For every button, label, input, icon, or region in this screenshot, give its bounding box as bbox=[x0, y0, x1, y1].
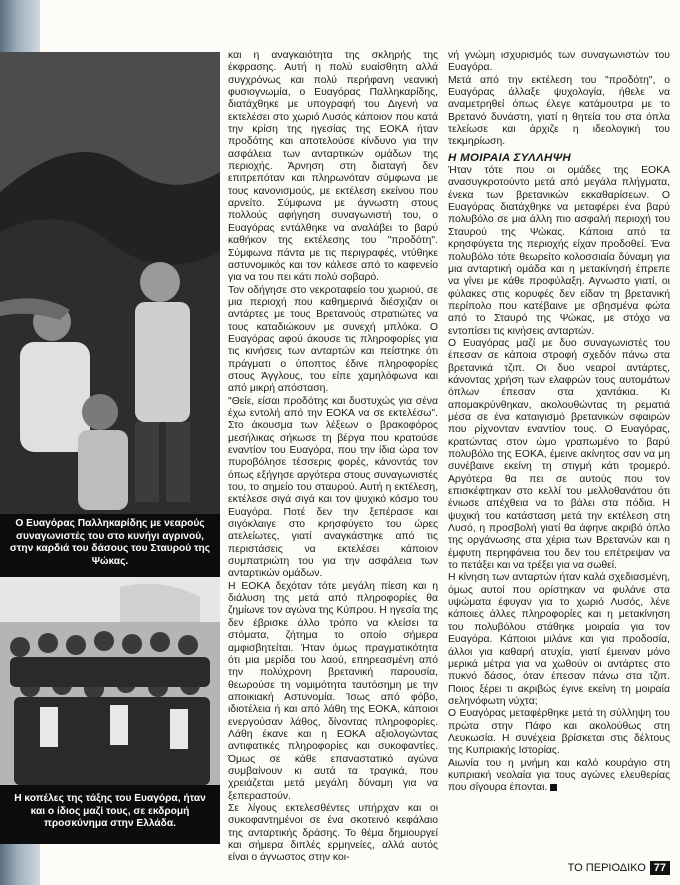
page-number: 77 bbox=[650, 861, 670, 875]
article-column-1 bbox=[228, 50, 438, 865]
caption-bottom: Η κοπέλες της τάξης του Ευαγόρα, ήταν και ο ίδιος μαζί τους, σε εκδρομή προσκύνημα στην Ελλάδα. bbox=[14, 793, 206, 829]
magazine-name: ΤΟ ΠΕΡΙΟΔΙΚΟ bbox=[567, 862, 646, 874]
photo-hunting-group bbox=[0, 52, 220, 514]
col2-paragraph: Η κίνηση των ανταρτών ήταν καλά σχεδιασμένη, όμως αυτοί που ορίστηκαν να φυλάνε στα υψώματα έφυγαν για το χωριό Λυσός, λένε κάποιες άλλες πληροφορίες και η μετακίνηση του πολυβόλου στάθηκε μοιραία για τον Ευαγόρα. Κάποιοι μιλάνε και για προδοσία, άλλοι για καθαρή ατυχία, γιατί έμειναν μόνο μερικά μέτρα για να χωθούν οι αντάρτες στο πυκνό δάσος, όταν έπεσαν πάνω στα τζιπ. Ποιος ξέρει τι ακριβώς έγινε εκείνη τη μοιραία σεληνόφωτη νύχτα; bbox=[448, 572, 670, 707]
col1-paragraph: Σε λίγους εκτελεσθέντες υπήρχαν και οι συκοφαντημένοι σε ένα σκοτεινό κεφάλαιο της ανταρτικής δράσης. Το θέμα δημιουργεί και σήμερα διπλές ερμηνείες, αλλά αυτός είναι ο άγνωστος στην κοι- bbox=[228, 802, 438, 864]
col1-paragraph: και η αναγκαιότητα της σκληρής της έκφρασης. Αυτή η πολύ ευαίσθητη αλλά συγχρόνως και πολύ περήφανη νεανική φυσιογνωμία, ο Ευαγόρας Παλληκαρίδης, διατάχθηκε με υπογραφή του Διγενή να εκτελέσει στο χωριό Λυσός κάποιον που κατά την κρίση της ηγεσίας της ΕΟΚΑ ήταν προδότης και αποτελούσε κίνδυνο για την ασφάλεια των ανταρτικών ομάδων της περιοχής. Άρνηση στη διαταγή δεν επιτρεπόταν και πληρωνόταν σύμφωνα με τους κανονισμούς, με εκτέλεση εκείνου που αρνείτο. Σύμφωνα με άγνωστη στους πολλούς αφήγηση συναγωνιστή του, ο Ευαγόρας εντάλθηκε να αναλάβει το βαρύ καθήκον της εκτέλεσης του "προδότη". Σύμφωνα πάντα με τις περιγραφές, ντύθηκε αστυνομικός και τον κάλεσε από το καφενείο για να του πει κάτι πολύ σοβαρό. bbox=[228, 50, 438, 284]
col2-last-text: Αιωνία του η μνήμη και καλό κουράγιο στη κυπριακή νεολαία για τους αγώνες ελευθερίας που σίγουρα έπονται. bbox=[448, 757, 670, 794]
page-footer bbox=[564, 861, 670, 875]
col2-paragraph: Ήταν τότε που οι ομάδες της ΕΟΚΑ ανασυγκροτούντο μετά από μεγάλα πλήγματα, ένεκα των βρετανικών εκκαθαρίσεων. Ο Ευαγόρας διατάχθηκε να μεταφέρει ένα βαρύ πολυβόλο σε μια άλλη πιο ασφαλή περιοχή του Σταυρού της Ψώκας. Κάποια από τα κρησφύγετα της περιοχής είχαν προδοθεί. Ένα πολυβόλο τότε θεωρείτο κολοσσιαία δύναμη για μια ανταρτική ομάδα και η μετακίνησή έπρεπε να γίνει με κάθε προφύλαξη. Αγνωστο γιατί, οι φύλακες στις κορυφές δεν είδαν τη βρετανική περίπολο που κατέβαινε με σβησμένα φώτα από το Σταυρό της Ψώκας, με στόχο να εντοπίσει τις κινήσεις ανταρτών. bbox=[448, 165, 670, 337]
end-mark-icon bbox=[550, 784, 557, 791]
col1-paragraph: Τον οδήγησε στο νεκροταφείο του χωριού, σε μια περιοχή που καθημερινά διέσχιζαν οι αντάρτες με τους Βρετανούς στρατιώτες να τους καταδιώκουν με συνεχή μπλόκα. Ο Ευαγόρας αφού άκουσε τις πληροφορίες για τις κινήσεις των ανταρτών και πείστηκε ότι πράγματι ο ύποπτος έδινε πληροφορίες στους Άγγλους, του είπε χαμηλόφωνα και από μικρή απόσταση. bbox=[228, 284, 438, 395]
col2-paragraph: Ο Ευαγόρας μαζί με δυο συναγωνιστές του έπεσαν σε κάποια στροφή σχεδόν πάνω στα βρετανικά τζιπ. Οι δυο νεαροί αντάρτες, κάνοντας χρήση των ελαφρών τους αυτομάτων όπλων έπεσαν στα χαντάκια. Κι απομακρύνθηκαν, ακολουθώντας τη ρεματιά μέσα σε ένα καταιγισμό βρετανικών σφαιρών που ρίχνονταν εναντίον τους. Ο Ευαγόρας, κρατώντας στον ώμο γραπωμένο το βαρύ πολυβόλο της ΕΟΚΑ, έμεινε ακίνητος σαν να μη συνέβαινε εκείνη τη στιγμή κάτι τρομερό. Αργότερα θα πει σε αυτούς που τον επισκέφτηκαν στο κελλί του μελλοθανάτου ότι ένιωσε απέχθεια να το βάλει στα πόδια. Η ψυχική του κατάσταση μετά την εκτέλεση στη Λυσό, η προσβολή γιατί θα άφηνε ακριβό όπλο της οργάνωσης στα χέρια των Βρετανών και η έμφυτη περηφάνεια του δεν του επέτρεψαν να το πετάξει και να τρέξει για να σωθεί. bbox=[448, 337, 670, 572]
col1-paragraph: Η ΕΟΚΑ δεχόταν τότε μεγάλη πίεση και η διάλυση της μετά από πληροφορίες θα ζημίωνε τον αγώνα της Κύπρου. Η ηγεσία της δεν έβρισκε άλλο τρόπο να κλείσει τα στόματα, ζήτημα το οποίο σήμερα αμφισβητείται. Ήταν όμως πραγματικότητα ότι μια μερίδα του λαού, επηρεασμένη από την πολύχρονη βρετανική παρουσία, θεωρούσε τη νομιμότητα ταυτόσημη με την αποικιακή Αστυνομία. Ίσως από φόβο, ιδιοτέλεια ή και από λάθη της ΕΟΚΑ, κάποιοι ενεργούσαν λάθος, δίνοντας πληροφορίες. Λάθη έκανε και η ΕΟΚΑ αξιολογώντας αντιφατικές πληροφορίες και συκοφαντίες. Όμως σε κάθε επαναστατικό αγώνα συμβαίνουν κι αυτά τα τραγικά, που χρειάζεται μετά μεγάλη δύναμη για να ξεπεραστούν. bbox=[228, 580, 438, 802]
col2-paragraph: Ο Ευαγόρας μεταφέρθηκε μετά τη σύλληψη του πρώτα στην Πάφο και ακολούθως στη Λευκωσία. Η συνέχεια βρίσκεται στις δέλτους της Κυπριακής Ιστορίας. bbox=[448, 708, 670, 757]
col1-paragraph: "Θείε, είσαι προδότης και δυστυχώς για σένα έχω εντολή από την ΕΟΚΑ να σε εκτελέσω". Στο άκουσμα των λέξεων ο βρακοφόρος μεσήλικας σήκωσε τη βέργα που κρατούσε εναντίον του Ευαγόρα, που την ίδια ώρα τον πυροβόλησε τέσσερις φορές, κάνοντάς τον όπως εξήγησε αργότερα στους συναγωνιστές του, το σημείο του σταυρού. Αυτή η εκτέλεση, εκτέλεσε σιγά σιγά και τον ψυχικό κόσμο του Ευαγόρα. Ποτέ δεν την ξεπέρασε και σιγόκλαιγε στο κρησφύγετο του ώρες ατελείωτες, γιατί αναγκάστηκε από τις περιστάσεις να εκτελέσει κάποιον συμπατριώτη του για την ασφάλεια των ανταρτικών ομάδων. bbox=[228, 395, 438, 580]
photo-hunting-group-illustration bbox=[0, 52, 220, 514]
section-heading: Η ΜΟΙΡΑΙΑ ΣΥΛΛΗΨΗ bbox=[448, 151, 572, 164]
col2-paragraph: Μετά από την εκτέλεση του "προδότη", ο Ευαγόρας άλλαξε ψυχολογία, ήθελε να αναμετρηθεί όπως έλεγε κατάμουτρα με το Βρετανό δυνάστη, γιατί η θητεία του στα όπλα τελείωσε και άρχιζε η ιδεολογική του τεκμηρίωση. bbox=[448, 74, 670, 148]
photo-school-girls-illustration bbox=[0, 577, 220, 785]
col2-paragraph: νή γνώμη ισχυρισμός των συναγωνιστών του Ευαγόρα. bbox=[448, 50, 670, 74]
photo-school-girls bbox=[0, 577, 220, 785]
caption-top: Ο Ευαγόρας Παλληκαρίδης με νεαρούς συναγωνιστές του στο κυνήγι αγρινού, στην καρδιά του δάσους του Σταυρού της Ψώκας. bbox=[9, 518, 211, 567]
article-column-2 bbox=[448, 50, 670, 795]
col2-paragraph-last bbox=[448, 758, 670, 795]
